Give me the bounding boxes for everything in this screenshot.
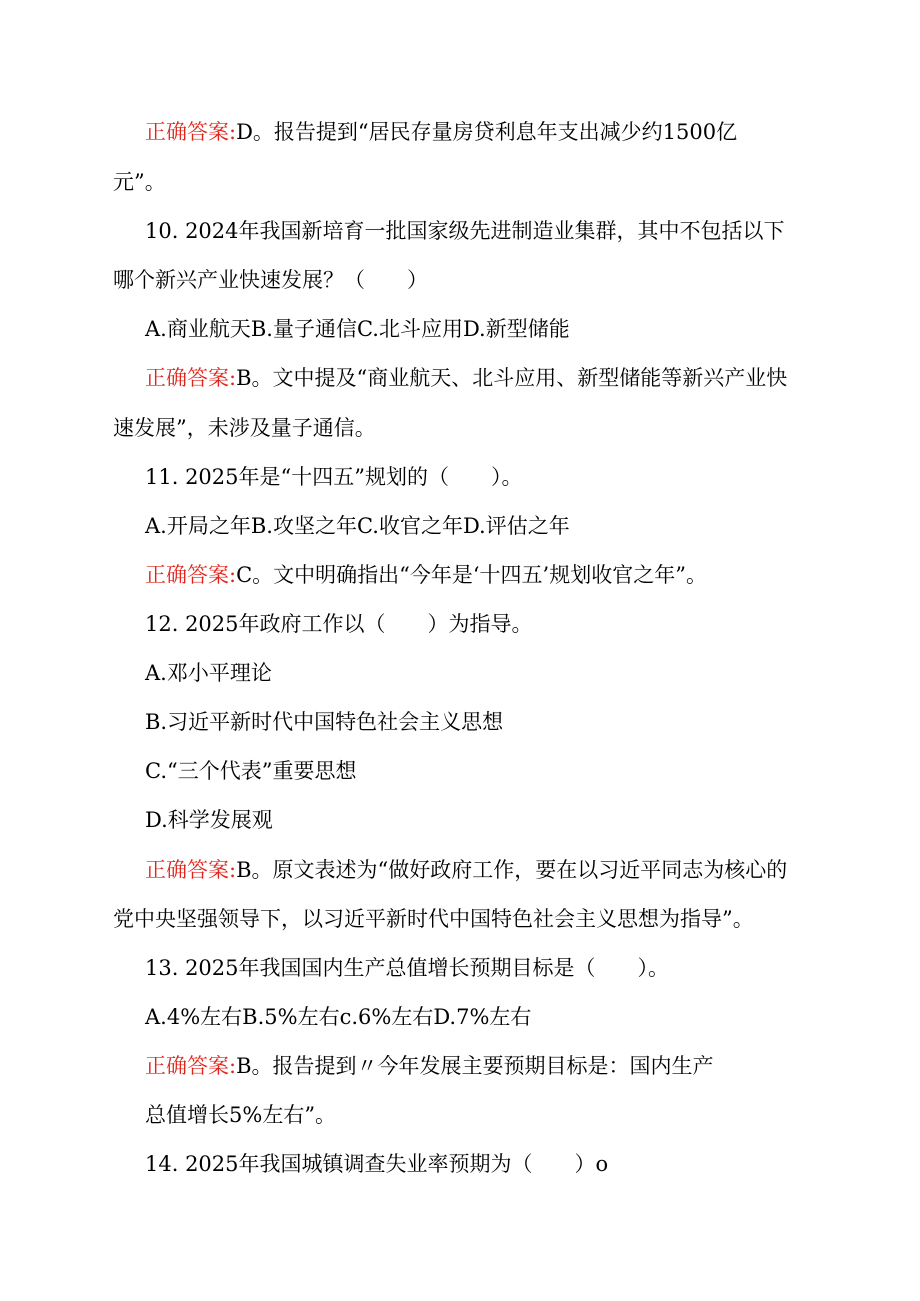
answer-line-9: [145, 117, 737, 147]
answer-line-11: [145, 560, 707, 590]
answer-line-9-cont: 元”。: [113, 170, 166, 194]
answer-label: 正确答案:: [145, 366, 237, 390]
option-12-c: C.“三个代表”重要思想: [145, 759, 357, 783]
answer-line-12: [145, 855, 787, 885]
question-11: 11. 2025年是“十四五”规划的（ ）。: [145, 465, 523, 489]
option-12-d: D.科学发展观: [145, 808, 273, 832]
question-12: 12. 2025年政府工作以（ ）为指导。: [145, 612, 533, 636]
options-13: A.4%左右B.5%左右c.6%左右D.7%左右: [145, 1005, 532, 1029]
answer-line-10-cont: 速发展”，未涉及量子通信。: [113, 416, 376, 440]
question-10-cont: 哪个新兴产业快速发展？（ ）: [113, 268, 428, 292]
answer-label: 正确答案:: [145, 120, 237, 144]
answer-label: 正确答案:: [145, 563, 237, 587]
option-12-b: B.习近平新时代中国特色社会主义思想: [145, 710, 504, 734]
answer-line-13: [145, 1051, 714, 1081]
question-10: 10. 2024年我国新培育一批国家级先进制造业集群，其中不包括以下: [145, 219, 785, 243]
options-10: A.商业航天B.量子通信C.北斗应用D.新型储能: [145, 317, 570, 341]
answer-line-12-cont: 党中央坚强领导下，以习近平新时代中国特色社会主义思想为指导”。: [113, 907, 754, 931]
question-14: 14. 2025年我国城镇调查失业率预期为（ ）o: [145, 1152, 609, 1176]
answer-label: 正确答案:: [145, 1054, 237, 1078]
options-11: A.开局之年B.攻坚之年C.收官之年D.评估之年: [145, 514, 570, 538]
answer-text: B。原文表述为“做好政府工作，要在以习近平同志为核心的: [236, 858, 788, 882]
answer-line-13-cont: 总值增长5%左右”。: [145, 1103, 337, 1127]
answer-text: C。文中明确指出“今年是‘十四五’规划收官之年”。: [236, 563, 707, 587]
answer-line-10: [145, 363, 787, 393]
option-12-a: A.邓小平理论: [145, 661, 272, 685]
answer-text: B。文中提及“商业航天、北斗应用、新型储能等新兴产业快: [236, 366, 788, 390]
question-13: 13. 2025年我国国内生产总值增长预期目标是（ ）。: [145, 956, 670, 980]
answer-label: 正确答案:: [145, 858, 237, 882]
answer-text: D。报告提到“居民存量房贷利息年支出减少约1500亿: [236, 120, 738, 144]
answer-text: B。报告提到〃今年发展主要预期目标是：国内生产: [236, 1054, 714, 1078]
